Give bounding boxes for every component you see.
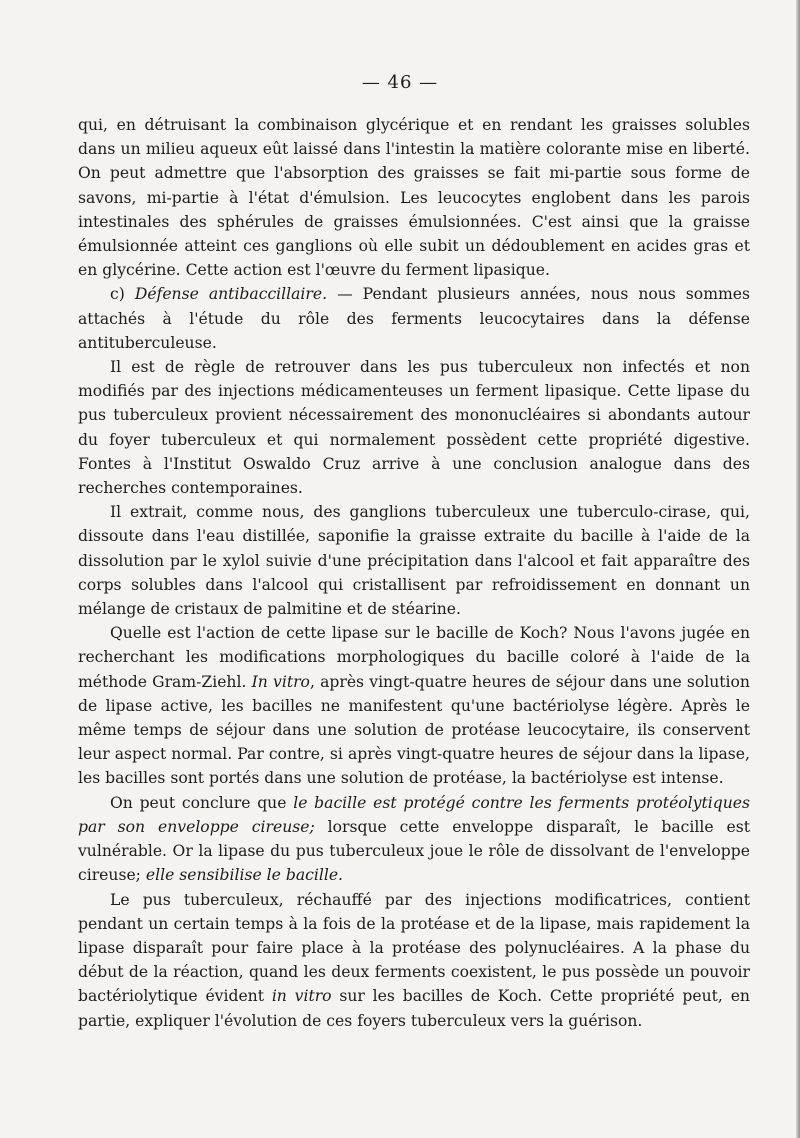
text-run: lorsque cette enveloppe disparaît, le bacille est vulnérable. Or la lipase du pus tuberculeux joue le rôle de dissolvant de l'enveloppe cireuse; [78,817,750,885]
page-edge [796,0,800,1138]
text-run: Le pus tuberculeux, réchauffé par des injections modificatrices, contient pendant un certain temps à la fois de la protéase et de la lipase, mais rapidement la lipase disparaît pour faire place à la protéase des polynucléaires. A la phase du début de la réaction, quand les deux ferments coexistent, le pus possède un pouvoir bactériolytique évident [78,890,750,1006]
page-number: — 46 — [361,72,439,93]
italic-statement: le bacille est protégé contre les ferments protéolytiques par son enveloppe cireuse; [78,793,750,836]
text-run: , après vingt-quatre heures de séjour dans une solution de lipase active, les bacilles ne manifestent qu'une bactériolyse légère. Après le même temps de séjour dans une solution de protéase leucocytaire, ils conservent leur aspect normal. Par contre, si après vingt-quatre heures de séjour dans la lipase, les bacilles sont portés dans une solution de protéase, la bactériolyse est intense. [78,672,750,788]
text-run: sur les bacilles de Koch. Cette propriété peut, en partie, expliquer l'évolution de ces foyers tuberculeux vers la guérison. [78,987,750,1030]
italic-statement: elle sensibilise le bacille. [145,866,344,885]
text-run: Il est de règle de retrouver dans les pus tuberculeux non infectés et non modifiés par des injections médicamenteuses un ferment lipasique. Cette lipase du pus tuberculeux provient nécessairement des mononucléaires si abondants autour du foyer tuberculeux et qui normalement possèdent cette propriété digestive. Fontes à l'Institut Oswaldo Cruz arrive à une conclusion analogue dans des recherches contemporaines. [78,358,750,498]
section-heading: Défense antibaccillaire. [134,285,328,304]
body-text [78,113,750,1033]
text-run: On peut conclure que [110,793,294,812]
paragraph-defense-antibacillaire [78,282,750,355]
text-run: Il extrait, comme nous, des ganglions tuberculeux une tuberculo-cirase, qui, dissoute dans l'eau distillée, saponifie la graisse extraite du bacille à l'aide de la dissolution par le xylol suivie d'une précipitation dans l'alcool et fait apparaître des corps solubles dans l'alcool qui cristallisent par refroidissement en donnant un mélange de cristaux de palmitine et de stéarine. [78,503,750,619]
italic-term: in vitro [271,987,332,1006]
paragraph-koch-bacillus [78,621,750,790]
text-run: qui, en détruisant la combinaison glycérique et en rendant les graisses solubles dans un milieu aqueux eût laissé dans l'intestin la matière colorante mise en liberté. On peut admettre que l'absorption des graisses se fait mi-partie sous forme de savons, mi-partie à l'état d'émulsion. Les leucocytes englobent dans les parois intestinales des sphérules de graisses émulsionnées. C'est ainsi que la graisse émulsionnée atteint ces ganglions où elle subit un dédoublement en acides gras et en glycérine. Cette action est l'œuvre du ferment lipasique. [78,116,750,280]
italic-term: In vitro [251,672,310,691]
paragraph-pus-lipase [78,355,750,500]
paragraph-lipase-absorption [78,113,750,282]
text-run: c) [110,285,135,304]
text-run: — Pendant plusieurs années, nous nous sommes attachés à l'étude du rôle des ferments leucocytaires dans la défense antituberculeuse. [78,285,750,352]
text-run: Quelle est l'action de cette lipase sur le bacille de Koch? Nous l'avons jugée en recherchant les modifications morphologiques du bacille coloré à l'aide de la méthode Gram-Ziehl. [78,624,750,691]
paragraph-reaction-phase [78,888,750,1033]
paragraph-tuberculo-cirase [78,500,750,621]
paragraph-conclusion [78,791,750,888]
